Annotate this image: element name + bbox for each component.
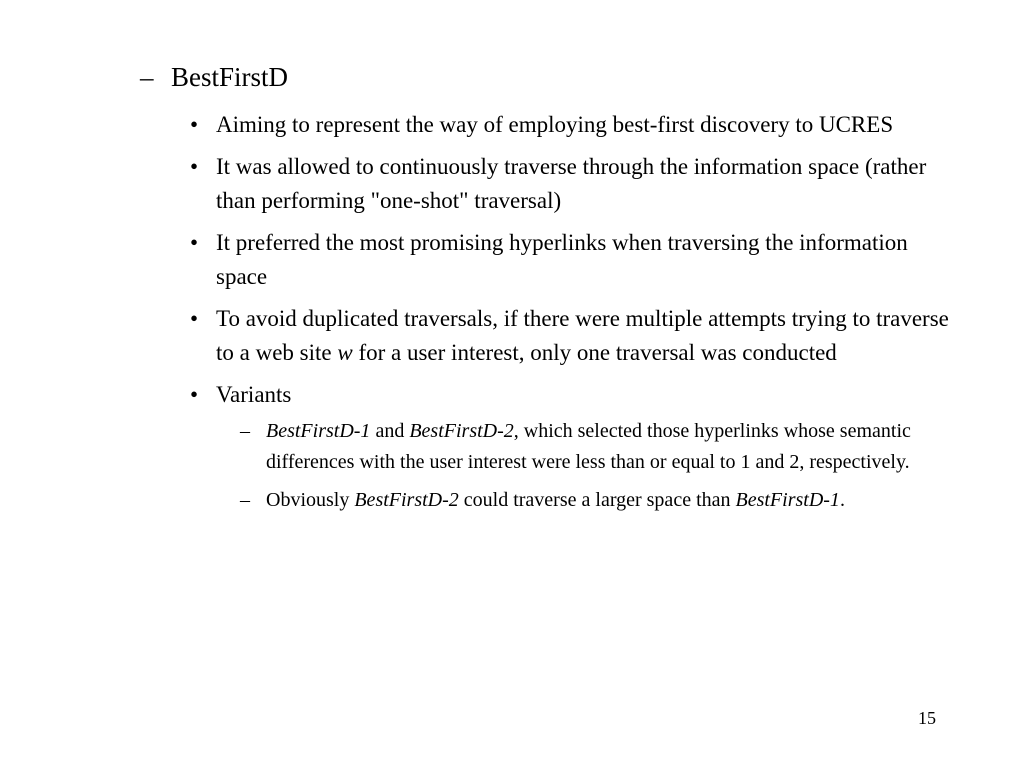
slide-heading — [140, 60, 288, 94]
bullet-text-before: To avoid duplicated traversals, if there were multiple attempts trying to traverse to a web site — [216, 306, 949, 365]
bullet-italic-variable: w — [337, 340, 353, 365]
bullet-text: It was allowed to continuously traverse through the information space (rather than performing "one-shot" traversal) — [216, 154, 927, 213]
sub-italic-term: BestFirstD-2 — [354, 489, 459, 511]
bullet-marker: • — [190, 382, 199, 407]
heading-dash-marker: – — [140, 62, 154, 92]
bullet-item — [190, 150, 950, 218]
bullet-marker: • — [190, 154, 199, 179]
heading-text: BestFirstD — [171, 62, 289, 92]
sub-text: . — [839, 489, 845, 511]
bullet-text: Variants — [216, 382, 292, 407]
bullet-item — [190, 302, 950, 370]
bullet-marker: • — [190, 112, 199, 137]
bullet-text: Aiming to represent the way of employing best-first discovery to UCRES — [216, 112, 894, 137]
sub-bullet-marker: – — [240, 420, 250, 442]
bullet-item — [190, 108, 950, 142]
bullet-list — [190, 108, 950, 524]
bullet-marker: • — [190, 306, 199, 331]
sub-text: could traverse a larger space than — [458, 489, 736, 511]
bullet-text-after: for a user interest, only one traversal was conducted — [352, 340, 837, 365]
bullet-item — [190, 226, 950, 294]
sub-bullet-list — [240, 416, 920, 516]
bullet-marker: • — [190, 230, 199, 255]
bullet-item-variants — [190, 378, 950, 516]
sub-italic-term: BestFirstD-1 — [266, 420, 371, 442]
page-number: 15 — [918, 708, 936, 728]
sub-text: Obviously — [266, 489, 355, 511]
bullet-text: It preferred the most promising hyperlinks when traversing the information space — [216, 230, 908, 289]
sub-bullet-item — [240, 416, 920, 478]
sub-italic-term: BestFirstD-2 — [409, 420, 514, 442]
sub-bullet-marker: – — [240, 489, 250, 511]
sub-text: and — [370, 420, 410, 442]
sub-text: , which selected those hyperlinks whose semantic differences with the user interest were less than or equal to 1 and 2, respectively. — [266, 420, 911, 473]
sub-bullet-item — [240, 485, 920, 516]
sub-italic-term: BestFirstD-1 — [735, 489, 840, 511]
